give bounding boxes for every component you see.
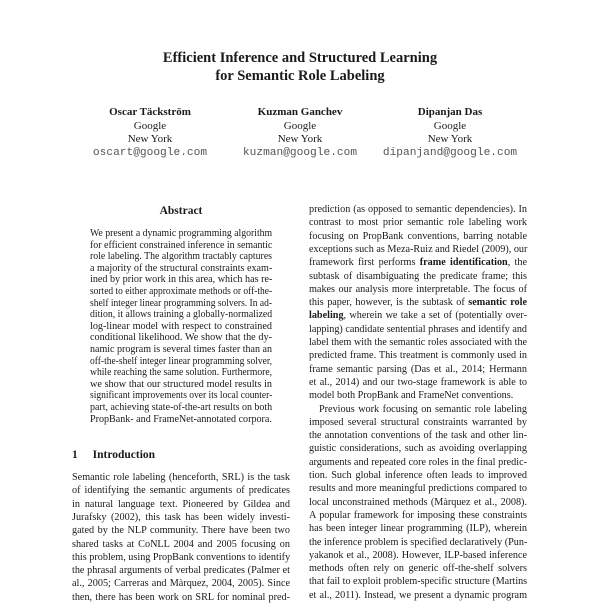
text-segment: the inference problem is specified declaratively (Pun- <box>309 536 528 548</box>
text-line: while reaching the same solution. Furthermore, <box>90 367 272 379</box>
section-number: 1 <box>72 449 78 461</box>
text-line: shelf integer linear programming solvers. In ad- <box>90 297 272 309</box>
text-line: significant improvements over its local counter- <box>90 390 273 402</box>
text-line: ined by prior work in this area, which has re- <box>90 274 273 286</box>
text-segment: that fail to exploit problem-specific structure (Martins <box>309 576 528 588</box>
text-line <box>309 364 527 376</box>
text-line <box>319 404 527 416</box>
text-line: shared tasks at CoNLL 2004 and 2005 focusing on <box>72 538 290 550</box>
author-name: Kuzman Ganchev <box>257 106 343 118</box>
text-line: in natural language text. Pioneered by Gildea and <box>72 498 290 510</box>
author-location: New York <box>277 133 323 145</box>
text-segment: lapping) candidate sentential phrases and identify and <box>309 323 527 335</box>
text-segment: et al., 2014) and our two-stage framework is able to <box>309 376 527 388</box>
text-segment: focusing on PropBank conventions, barring notable <box>309 230 527 242</box>
text-line <box>309 443 527 455</box>
text-line <box>309 417 527 429</box>
text-line <box>309 284 527 296</box>
text-line: conditional likelihood. We show that the dy- <box>90 332 272 344</box>
text-segment: A popular framework for imposing these constraints <box>309 509 527 521</box>
author-name: Oscar Täckström <box>109 106 191 118</box>
text-line: a majority of the structural constraints exam- <box>90 262 273 274</box>
text-line <box>309 204 527 216</box>
text-segment: has been integer linear programming (ILP), wherein <box>309 523 527 535</box>
text-line: role labeling. The algorithm tractably captures <box>90 251 272 263</box>
text-segment: , the <box>507 257 527 269</box>
text-line <box>309 390 527 402</box>
text-line: of identifying the semantic arguments of predicates <box>72 485 290 497</box>
abstract-heading: Abstract <box>159 205 203 217</box>
text-line: for efficient constrained inference in semantic <box>90 239 273 251</box>
author-affiliation: Google <box>283 119 317 132</box>
text-line <box>309 244 527 256</box>
text-line: then, there has been work on SRL for nominal pred- <box>72 591 290 603</box>
text-line: dition, it allows training a globally-normalized <box>90 309 273 321</box>
bold-term: frame identification <box>419 257 508 269</box>
text-segment: the annotation conventions of the task and other lin- <box>309 430 527 442</box>
bold-term: labeling <box>309 310 344 322</box>
text-line <box>309 257 527 269</box>
paper-title-line-2: for Semantic Role Labeling <box>215 68 385 84</box>
text-line <box>309 590 527 602</box>
text-line: off-the-shelf integer linear programming solver, <box>90 355 272 367</box>
text-segment: guistic considerations, such as avoiding overlapping <box>309 443 527 455</box>
text-segment: tion. Such global inference often leads to improved <box>309 470 527 481</box>
text-line <box>309 483 527 495</box>
text-segment: label them with the semantic roles associated with the <box>309 337 527 348</box>
text-line <box>309 377 527 389</box>
text-segment: , wherein we take a set of (potentially over- <box>343 310 527 322</box>
text-segment: predicted frame. This treatment is commonly used in <box>309 350 527 362</box>
text-segment: framework first performs <box>309 257 420 269</box>
text-line: We present a dynamic programming algorithm <box>90 228 273 239</box>
text-line <box>309 217 527 229</box>
text-line <box>309 297 527 309</box>
text-line: gated by the NLP community. There have been two <box>72 525 290 537</box>
text-segment: model both PropBank and FrameNet conventions. <box>309 390 514 402</box>
text-line: Semantic role labeling (henceforth, SRL) is the task <box>72 472 290 483</box>
text-line: PropBank- and FrameNet-annotated corpora. <box>90 413 272 425</box>
text-segment: exceptions such as Meza-Ruiz and Riedel (2009), our <box>309 243 528 255</box>
text-line: log-linear model with respect to constrained <box>90 320 272 332</box>
author-affiliation: Google <box>133 119 167 132</box>
text-segment: makes our analysis more interpretable. The focus of <box>309 283 527 295</box>
text-segment: contrast to most prior semantic role labeling work <box>309 217 527 229</box>
text-line <box>309 231 527 243</box>
section-heading-introduction <box>72 448 155 462</box>
author-location: New York <box>127 133 173 145</box>
text-segment: Previous work focusing on semantic role labeling <box>319 403 527 415</box>
text-line: sorted to either approximate methods or off-the- <box>90 286 273 297</box>
text-line <box>309 550 527 562</box>
text-line <box>309 497 527 509</box>
text-line: namic program is several times faster than an <box>90 344 272 355</box>
text-segment: this paper, however, is the subtask of <box>309 297 469 309</box>
author-location: New York <box>427 133 473 145</box>
bold-term: semantic role <box>468 297 527 309</box>
text-segment: arguments and repeated core roles in the final predic- <box>309 456 527 468</box>
text-segment: methods often rely on generic off-the-shelf solvers <box>309 563 527 575</box>
text-line: the phrasal arguments of verbal predicates (Palmer et <box>72 565 290 577</box>
author-block <box>360 106 540 160</box>
section-title: Introduction <box>92 449 156 461</box>
text-line: al., 2005; Carreras and Màrquez, 2004, 2005). Since <box>72 578 290 590</box>
text-line <box>309 470 527 482</box>
paper-title-line-1: Efficient Inference and Structured Learning <box>162 50 438 66</box>
text-line <box>309 457 527 469</box>
text-segment: imposed several structural constraints warranted by <box>309 416 527 428</box>
text-segment: yakanok et al., 2008). However, ILP-based inference <box>309 549 527 561</box>
text-segment: local unconstrained methods (Màrquez et al., 2008). <box>309 496 527 508</box>
text-line: Jurafsky (2002), this task has been widely investi- <box>72 511 290 523</box>
text-line <box>309 510 527 522</box>
text-segment: results and more meaningful predictions compared to <box>309 483 527 495</box>
text-line <box>309 563 527 575</box>
text-line <box>309 324 527 336</box>
author-affiliation: Google <box>433 119 467 132</box>
text-line <box>309 271 527 283</box>
text-line <box>309 537 527 549</box>
text-segment: et al., 2011). Instead, we present a dynamic program <box>309 589 527 601</box>
text-line: part, achieving state-of-the-art results on both <box>90 402 273 413</box>
author-email[interactable]: dipanjand@google.com <box>382 146 518 159</box>
text-line: we show that our structured model results in <box>90 378 272 390</box>
text-segment: subtask of disambiguating the predicate frame; this <box>309 270 527 282</box>
text-segment: prediction (as opposed to semantic dependencies). In <box>309 204 527 215</box>
text-line <box>309 430 527 442</box>
text-line <box>309 576 527 588</box>
text-segment: frame semantic parsing (Das et al., 2014; Hermann <box>309 363 527 375</box>
text-line: this problem, using PropBank conventions to identify <box>72 551 291 563</box>
text-line <box>309 350 527 362</box>
text-line <box>309 337 527 349</box>
text-line <box>309 523 527 535</box>
author-name: Dipanjan Das <box>417 106 483 118</box>
author-email[interactable]: oscart@google.com <box>92 146 208 159</box>
text-line <box>309 310 527 322</box>
author-email[interactable]: kuzman@google.com <box>242 146 358 159</box>
